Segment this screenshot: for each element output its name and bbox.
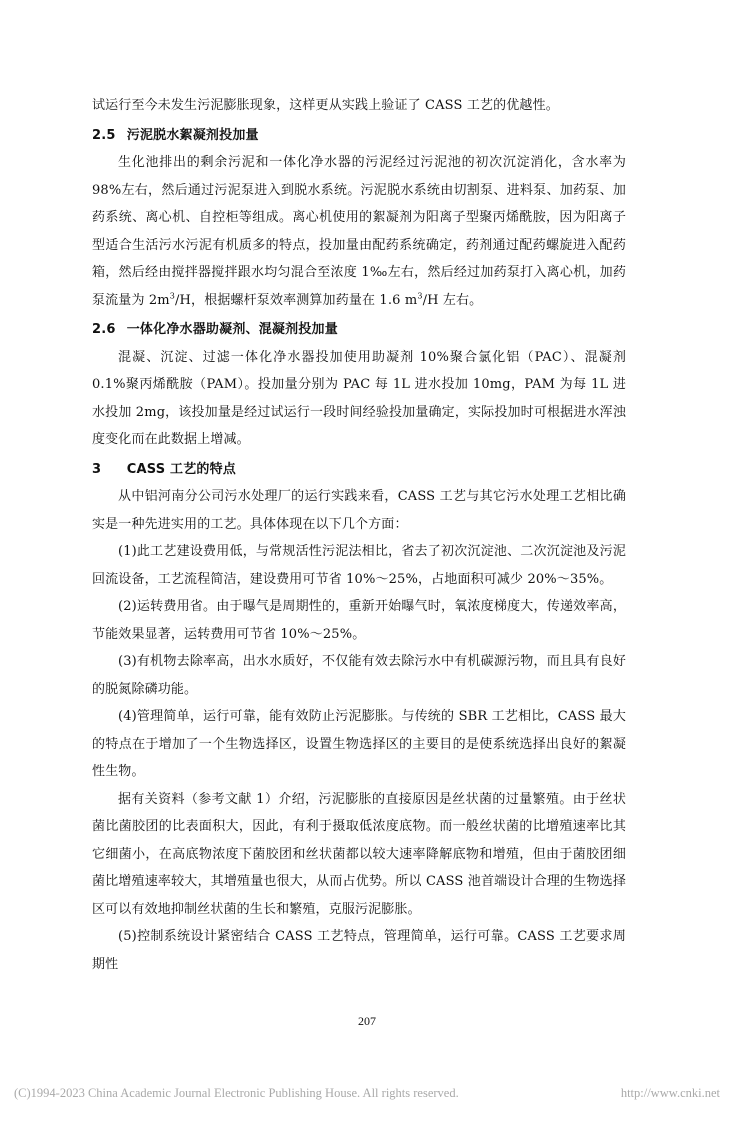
section-number: 2.6 (92, 322, 116, 337)
list-item-1: (1)此工艺建设费用低，与常规活性污泥法相比，省去了初次沉淀池、二次沉淀池及污泥回流设备，工艺流程简洁，建设费用可节省 10%～25%，占地面积可减少 20%～35%。 (92, 544, 626, 587)
paragraph-text: 生化池排出的剩余污泥和一体化净水器的污泥经过污泥池的初次沉淀消化，含水率为 98%左右，然后通过污泥泵进入到脱水系统。污泥脱水系统由切割泵、进料泵、加药泵、加药系统、离心机、自控柜等组成。离心机使用的絮凝剂为阳离子型聚丙烯酰胺，因为阳离子型适合生活污水污泥有机质多的特点，投加量由配药系统确定，药剂通过配药螺旋进入配药箱，然后经由搅拌器搅拌跟水均匀混合至浓度 1‰左右，然后经过加药泵打入离心机，加药泵流量为 2m (92, 155, 626, 308)
copyright-url: http://www.cnki.net (620, 1086, 720, 1100)
paragraph-intro-tail: 试运行至今未发生污泥膨胀现象，这样更从实践上验证了 CASS 工艺的优越性。 (92, 98, 559, 113)
paragraph-reference: 据有关资料（参考文献 1）介绍，污泥膨胀的直接原因是丝状菌的过量繁殖。由于丝状菌比菌胶团的比表面积大，因此，有利于摄取低浓度底物。而一般丝状菌的比增殖速率比其它细菌小，在高底物浓度下菌胶团和丝状菌都以较大速率降解底物和增殖，但由于菌胶团细菌比增殖速率较大，其增殖量也很大，从而占优势。所以 CASS 池首端设计合理的生物选择区可以有效地抑制丝状菌的生长和繁殖，克服污泥膨胀。 (92, 791, 626, 917)
list-item-4: (4)管理简单，运行可靠，能有效防止污泥膨胀。与传统的 SBR 工艺相比，CASS 最大的特点在于增加了一个生物选择区，设置生物选择区的主要目的是使系统选择出良好的絮凝性生物。 (92, 709, 626, 779)
section-number: 2.5 (92, 127, 116, 143)
superscript: 3 (417, 291, 423, 301)
paragraph-sludge-dewatering (92, 149, 626, 314)
section-number: 3 (92, 461, 102, 477)
superscript: 3 (169, 291, 176, 301)
copyright-notice: (C)1994-2023 China Academic Journal Electronic Publishing House. All rights reserved. (14, 1086, 459, 1100)
article-body (92, 92, 626, 978)
section-title: 污泥脱水絮凝剂投加量 (126, 127, 259, 143)
paragraph-text: /H 左右。 (422, 292, 483, 308)
list-item-5: (5)控制系统设计紧密结合 CASS 工艺特点，管理简单，运行可靠。CASS 工艺要求周期性 (92, 929, 626, 972)
paragraph-cass-intro: 从中铝河南分公司污水处理厂的运行实践来看，CASS 工艺与其它污水处理工艺相比确实是一种先进实用的工艺。具体体现在以下几个方面： (92, 489, 626, 532)
section-title: 一体化净水器助凝剂、混凝剂投加量 (126, 322, 338, 337)
paragraph-coagulant-dosing: 混凝、沉淀、过滤一体化净水器投加使用助凝剂 10%聚合氯化铝（PAC）、混凝剂 0.1%聚丙烯酰胺（PAM）。投加量分别为 PAC 每 1L 进水投加 10mg，PAM 为每 1L 进水投加 2mg，该投加量是经过试运行一段时间经验投加量确定，实际投加时可根据进水浑浊度变化而在此数据上增减。 (92, 349, 626, 447)
page-number: 207 (358, 1014, 376, 1028)
list-item-3: (3)有机物去除率高，出水水质好，不仅能有效去除污水中有机碳源污物，而且具有良好的脱氮除磷功能。 (92, 654, 626, 697)
list-item-2: (2)运转费用省。由于曝气是周期性的，重新开始曝气时，氧浓度梯度大，传递效率高，节能效果显著，运转费用可节省 10%～25%。 (92, 599, 626, 642)
section-heading-3 (92, 456, 626, 484)
section-heading-2-5 (92, 122, 626, 150)
section-title: CASS 工艺的特点 (126, 461, 237, 477)
section-heading-2-6 (92, 316, 626, 344)
copyright-footer (14, 1086, 720, 1101)
paragraph-text: /H，根据螺杆泵效率测算加药量在 1.6 m (175, 292, 418, 308)
